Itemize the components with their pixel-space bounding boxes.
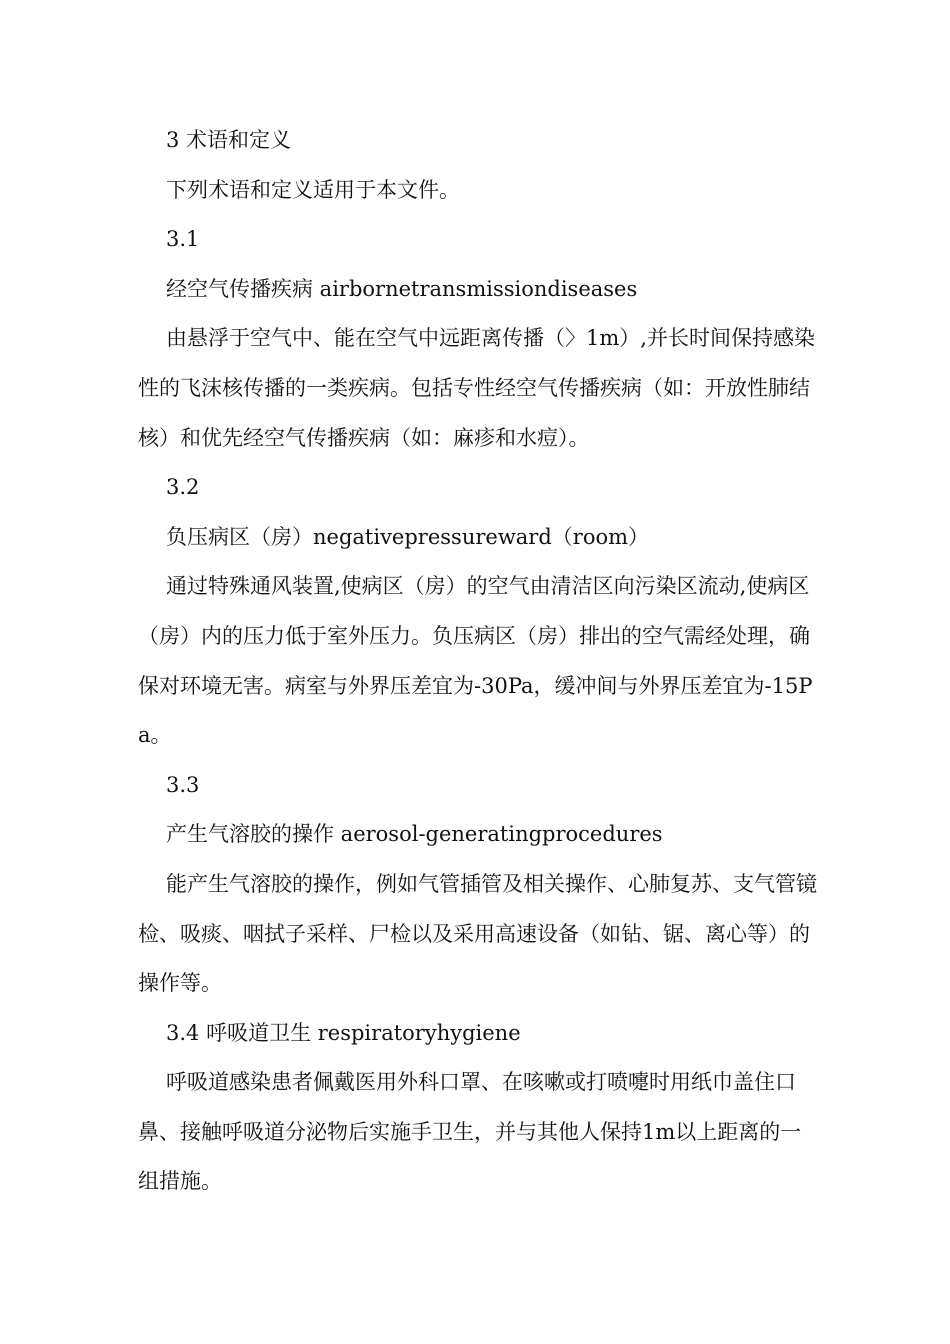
term-number: 3.2	[166, 475, 200, 500]
term-title: 负压病区（房）negativepressureward（room）	[166, 524, 650, 549]
term-number-title: 3.4 呼吸道卫生 respiratoryhygiene	[166, 1020, 521, 1045]
term-definition: 通过特殊通风装置,使病区（房）的空气由清洁区向污染区流动,使病区（房）内的压力低于室外压力。负压病区（房）排出的空气需经处理，确保对环境无害。病室与外界压差宜为-30Pa，缓冲间与外界压差宜为-15Pa。	[138, 574, 813, 748]
term-definition: 能产生气溶胶的操作，例如气管插管及相关操作、心肺复苏、支气管镜检、吸痰、咽拭子采样、尸检以及采用高速设备（如钻、锯、离心等）的操作等。	[138, 871, 817, 996]
section-intro: 下列术语和定义适用于本文件。	[166, 177, 460, 202]
document-page	[138, 116, 818, 1207]
term-number: 3.1	[166, 227, 200, 252]
section-heading: 3 术语和定义	[166, 128, 292, 152]
term-title: 经空气传播疾病 airbornetransmissiondiseases	[166, 276, 638, 301]
term-definition: 呼吸道感染患者佩戴医用外科口罩、在咳嗽或打喷嚏时用纸巾盖住口鼻、接触呼吸道分泌物后实施手卫生，并与其他人保持1m以上距离的一组措施。	[138, 1070, 802, 1194]
term-definition: 由悬浮于空气中、能在空气中远距离传播（〉1m）,并长时间保持感染性的飞沫核传播的一类疾病。包括专性经空气传播疾病（如：开放性肺结核）和优先经空气传播疾病（如：麻疹和水痘）。	[138, 326, 815, 450]
term-number: 3.3	[166, 772, 200, 797]
term-title: 产生气溶胶的操作 aerosol-generatingprocedures	[166, 822, 663, 847]
